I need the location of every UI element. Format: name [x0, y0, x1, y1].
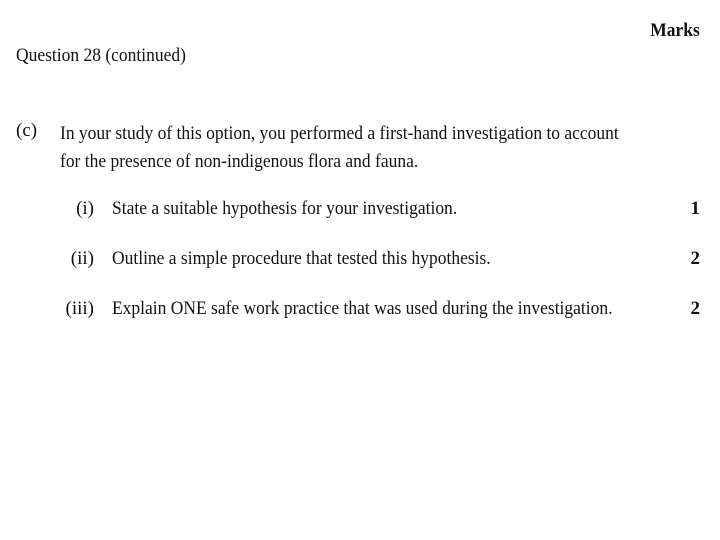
part-prompt-line-2: for the presence of non-indigenous flora and fauna.	[60, 151, 419, 172]
question-title: Question 28 (continued)	[16, 45, 186, 66]
subquestion-ii	[0, 248, 720, 274]
part-prompt	[60, 120, 630, 176]
subquestion-text: Outline a simple procedure that tested this hypothesis.	[112, 248, 491, 269]
subquestion-marks: 2	[690, 248, 700, 269]
subquestion-i	[0, 198, 720, 224]
subquestion-text: Explain ONE safe work practice that was used during the investigation.	[112, 298, 613, 319]
subquestion-marks: 2	[690, 298, 700, 319]
part-label: (c)	[16, 120, 38, 141]
subquestion-number: (iii)	[65, 298, 94, 319]
subquestion-number: (ii)	[70, 248, 94, 269]
subquestion-iii	[0, 298, 720, 324]
marks-column-heading: Marks	[650, 20, 700, 41]
subquestion-marks: 1	[690, 198, 700, 219]
subquestion-number: (i)	[76, 198, 94, 219]
part-prompt-line-1: In your study of this option, you performed a first-hand investigation to account	[60, 123, 619, 144]
subquestion-text: State a suitable hypothesis for your investigation.	[112, 198, 458, 219]
